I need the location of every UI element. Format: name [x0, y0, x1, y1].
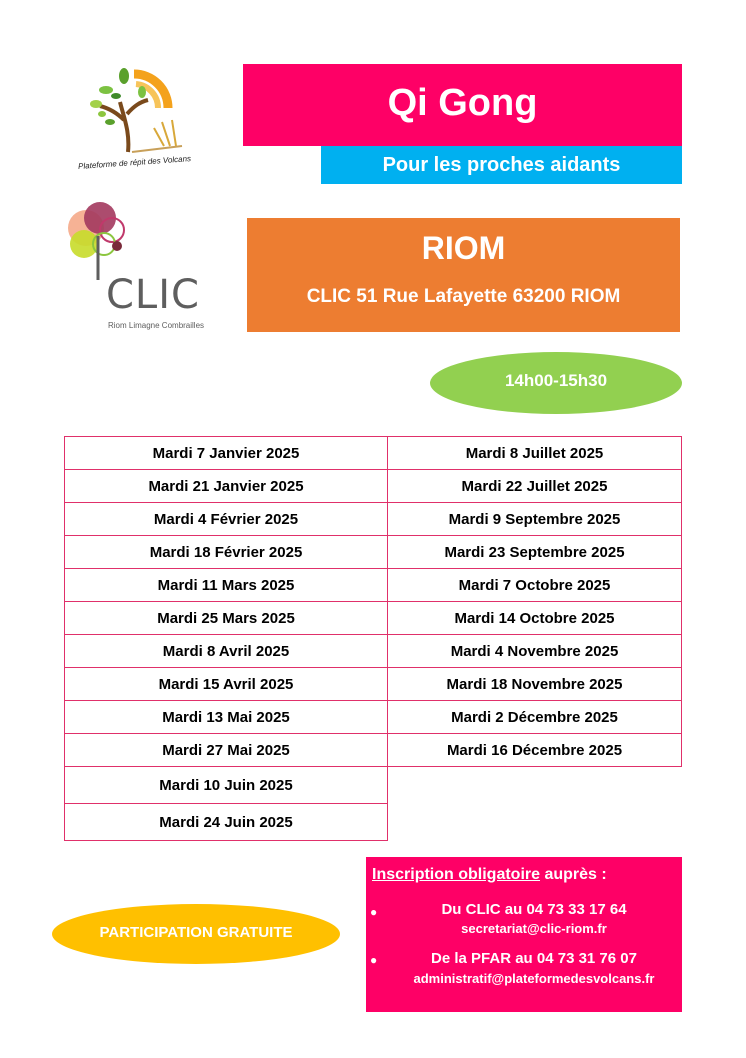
schedule-column-left: [64, 436, 388, 841]
participation-badge: [52, 904, 340, 964]
schedule-date: Mardi 24 Juin 2025: [64, 803, 388, 841]
contact-phone: Du CLIC au 04 73 33 17 64: [441, 901, 627, 918]
schedule-date: Mardi 21 Janvier 2025: [64, 469, 388, 503]
clic-circles-icon: [62, 200, 142, 280]
clic-subtitle: Riom Limagne Combrailles: [108, 321, 205, 330]
pfar-caption: Plateforme de répit des Volcans: [77, 154, 192, 171]
session-time: 14h00-15h30: [504, 371, 608, 390]
page-title: Qi Gong: [387, 81, 538, 124]
schedule-date: Mardi 8 Avril 2025: [64, 634, 388, 668]
schedule-date: Mardi 15 Avril 2025: [64, 667, 388, 701]
location-city: RIOM: [421, 230, 506, 266]
schedule-date: Mardi 10 Juin 2025: [64, 766, 388, 804]
bullet-icon: ●: [370, 905, 378, 919]
schedule-date: Mardi 22 Juillet 2025: [388, 469, 682, 503]
schedule-date: Mardi 14 Octobre 2025: [388, 601, 682, 635]
page-subtitle: Pour les proches aidants: [382, 153, 621, 176]
subtitle-banner: [321, 146, 682, 184]
clic-logo: [62, 200, 212, 335]
participation-label: PARTICIPATION GRATUITE: [99, 923, 293, 941]
schedule-date: Mardi 27 Mai 2025: [64, 733, 388, 767]
schedule-date: Mardi 9 Septembre 2025: [388, 502, 682, 536]
schedule-date: Mardi 4 Novembre 2025: [388, 634, 682, 668]
schedule-date: Mardi 7 Janvier 2025: [64, 436, 388, 470]
contact-email[interactable]: administratif@plateformedesvolcans.fr: [413, 971, 655, 986]
registration-heading-underlined: Inscription obligatoire: [372, 866, 541, 883]
schedule-date: Mardi 11 Mars 2025: [64, 568, 388, 602]
schedule-date: Mardi 25 Mars 2025: [64, 601, 388, 635]
schedule-date: Mardi 7 Octobre 2025: [388, 568, 682, 602]
registration-heading-rest: auprès :: [540, 866, 607, 883]
schedule-date: Mardi 18 Février 2025: [64, 535, 388, 569]
tree-sun-icon: [72, 62, 202, 162]
schedule-date: Mardi 18 Novembre 2025: [388, 667, 682, 701]
title-banner: [243, 64, 682, 146]
schedule-date: Mardi 2 Décembre 2025: [388, 700, 682, 734]
clic-wordmark: CLIC: [106, 272, 200, 318]
registration-box: [366, 857, 682, 1012]
schedule-date: Mardi 13 Mai 2025: [64, 700, 388, 734]
contact-email[interactable]: secretariat@clic-riom.fr: [461, 921, 607, 936]
location-address: CLIC 51 Rue Lafayette 63200 RIOM: [306, 286, 621, 307]
schedule-column-right: [388, 436, 682, 767]
schedule-date: Mardi 8 Juillet 2025: [388, 436, 682, 470]
schedule-date: Mardi 23 Septembre 2025: [388, 535, 682, 569]
bullet-icon: ●: [370, 953, 378, 967]
pfar-logo: [72, 62, 202, 182]
schedule-date: Mardi 4 Février 2025: [64, 502, 388, 536]
schedule-date: Mardi 16 Décembre 2025: [388, 733, 682, 767]
time-badge: [430, 352, 682, 414]
location-banner: [247, 218, 680, 332]
contact-phone: De la PFAR au 04 73 31 76 07: [431, 950, 637, 967]
registration-heading: [372, 866, 607, 884]
